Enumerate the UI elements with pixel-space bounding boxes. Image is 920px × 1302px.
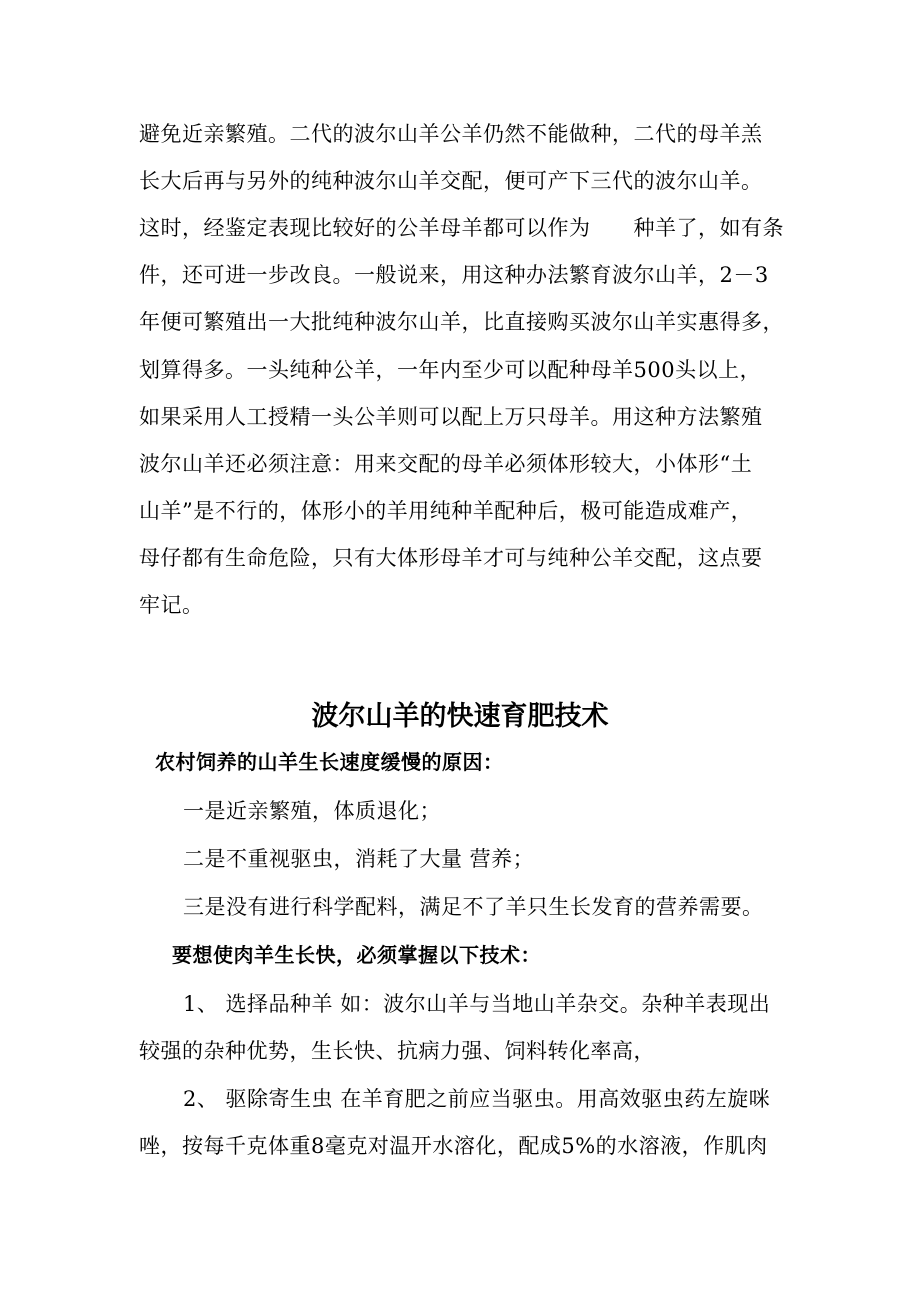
subheading-techniques: 要想使肉羊生长快，必须掌握以下技术： <box>172 943 541 967</box>
paragraph-line: 长大后再与另外的纯种波尔山羊交配，便可产下三代的波尔山羊。 <box>139 169 763 193</box>
technique-line: 2、 驱除寄生虫 在羊育肥之前应当驱虫。用高效驱虫药左旋咪 <box>183 1087 771 1111</box>
technique-line: 较强的杂种优势，生长快、抗病力强、饲料转化率高， <box>139 1039 655 1063</box>
technique-line: 1、 选择品种羊 如：波尔山羊与当地山羊杂交。杂种羊表现出 <box>183 992 771 1016</box>
paragraph-line: 波尔山羊还必须注意：用来交配的母羊必须体形较大，小体形“土 <box>139 452 753 476</box>
section-title: 波尔山羊的快速育肥技术 <box>311 701 609 732</box>
paragraph-line: 这时，经鉴定表现比较好的公羊母羊都可以作为 种羊了，如有条 <box>139 216 784 240</box>
paragraph-line: 避免近亲繁殖。二代的波尔山羊公羊仍然不能做种，二代的母羊羔 <box>139 122 763 146</box>
paragraph-line: 划算得多。一头纯种公羊，一年内至少可以配种母羊500头以上， <box>139 358 762 382</box>
paragraph-line: 山羊”是不行的，体形小的羊用纯种羊配种后，极可能造成难产， <box>139 499 753 523</box>
paragraph-line: 件，还可进一步改良。一般说来，用这种办法繁育波尔山羊，2－3 <box>139 263 769 287</box>
subheading-causes: 农村饲养的山羊生长速度缓慢的原因： <box>155 750 504 774</box>
cause-item: 二是不重视驱虫，消耗了大量 营养； <box>183 847 535 871</box>
cause-item: 一是近亲繁殖，体质退化； <box>183 799 441 823</box>
paragraph-line: 母仔都有生命危险，只有大体形母羊才可与纯种公羊交配，这点要 <box>139 546 763 570</box>
technique-line: 唑，按每千克体重8毫克对温开水溶化，配成5%的水溶液，作肌肉 <box>139 1134 768 1158</box>
paragraph-line: 牢记。 <box>139 593 204 617</box>
paragraph-line: 年便可繁殖出一大批纯种波尔山羊，比直接购买波尔山羊实惠得多， <box>139 310 784 334</box>
cause-item: 三是没有进行科学配料，满足不了羊只生长发育的营养需要。 <box>183 895 764 919</box>
paragraph-line: 如果采用人工授精一头公羊则可以配上万只母羊。用这种方法繁殖 <box>139 405 763 429</box>
